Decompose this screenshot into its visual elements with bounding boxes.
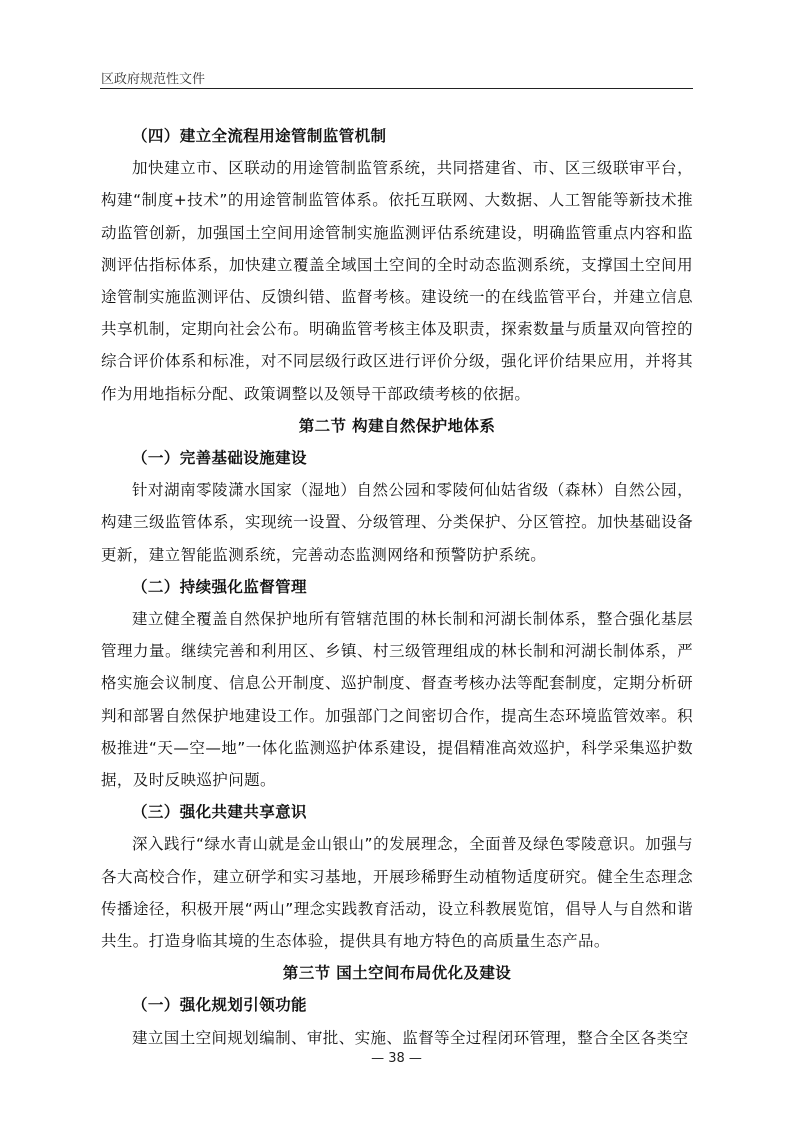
paragraph-supervision: 建立健全覆盖自然保护地所有管辖范围的林长制和河湖长制体系，整合强化基层管理力量。继续完善和利用区、乡镇、村三级管理组成的林长制和河湖长制体系，严格实施会议制度、信息公开制度、巡护制度、督查考核办法等配套制度，定期分析研判和部署自然保护地建设工作。加强部门之间密切合作，提高生态环境监管效率。积极推进“天—空—地”一体化监测巡护体系建设，提倡精准高效巡护，科学采集巡护数据，及时反映巡护问题。	[101, 610, 693, 790]
paragraph-supervision-system: 加快建立市、区联动的用途管制监管系统，共同搭建省、市、区三级联审平台，构建“制度+技术”的用途管制监管体系。依托互联网、大数据、人工智能等新技术推动监管创新，加强国土空间用途管制实施监测评估系统建设，明确监管重点内容和监测评估指标体系，加快建立覆盖全域国土空间的全时动态监测系统，支撑国土空间用途管制实施监测评估、反馈纠错、监督考核。建设统一的在线监管平台，并建立信息共享机制，定期向社会公布。明确监管考核主体及职责，探索数量与质量双向管控的综合评价体系和标准，对不同层级行政区进行评价分级，强化评价结果应用，并将其作为用地指标分配、政策调整以及领导干部政绩考核的依据。	[101, 159, 693, 403]
subheading-2-supervision: （二）持续强化监督管理	[132, 577, 307, 596]
subheading-1-infrastructure: （一）完善基础设施建设	[132, 449, 307, 468]
page-number: — 38 —	[371, 1051, 422, 1066]
header-rule	[100, 88, 693, 89]
subheading-3-co-construction: （三）强化共建共享意识	[132, 803, 307, 822]
section-heading-2: 第二节 构建自然保护地体系	[298, 416, 496, 435]
subheading-1-planning: （一）强化规划引领功能	[132, 996, 307, 1015]
paragraph-infrastructure: 针对湖南零陵潇水国家（湿地）自然公园和零陵何仙姑省级（森林）自然公园，构建三级监管体系，实现统一设置、分级管理、分类保护、分区管控。加快基础设备更新，建立智能监测系统，完善动态监测网络和预警防护系统。	[101, 481, 693, 564]
subheading-4-supervision-mechanism: （四）建立全流程用途管制监管机制	[132, 127, 387, 145]
section-heading-3: 第三节 国土空间布局优化及建设	[282, 964, 512, 983]
paragraph-co-construction: 深入践行“绿水青山就是金山银山”的发展理念，全面普及绿色零陵意识。加强与各大高校合作，建立研学和实习基地，开展珍稀野生动植物适度研究。健全生态理念传播途径，积极开展“两山”理念实践教育活动，设立科教展览馆，倡导人与自然和谐共生。打造身临其境的生态体验，提供具有地方特色的高质量生态产品。	[101, 835, 693, 951]
paragraph-planning: 建立国土空间规划编制、审批、实施、监督等全过程闭环管理，整合全区各类空	[132, 1028, 689, 1047]
document-body	[101, 120, 693, 1054]
running-header: 区政府规范性文件	[101, 72, 206, 87]
